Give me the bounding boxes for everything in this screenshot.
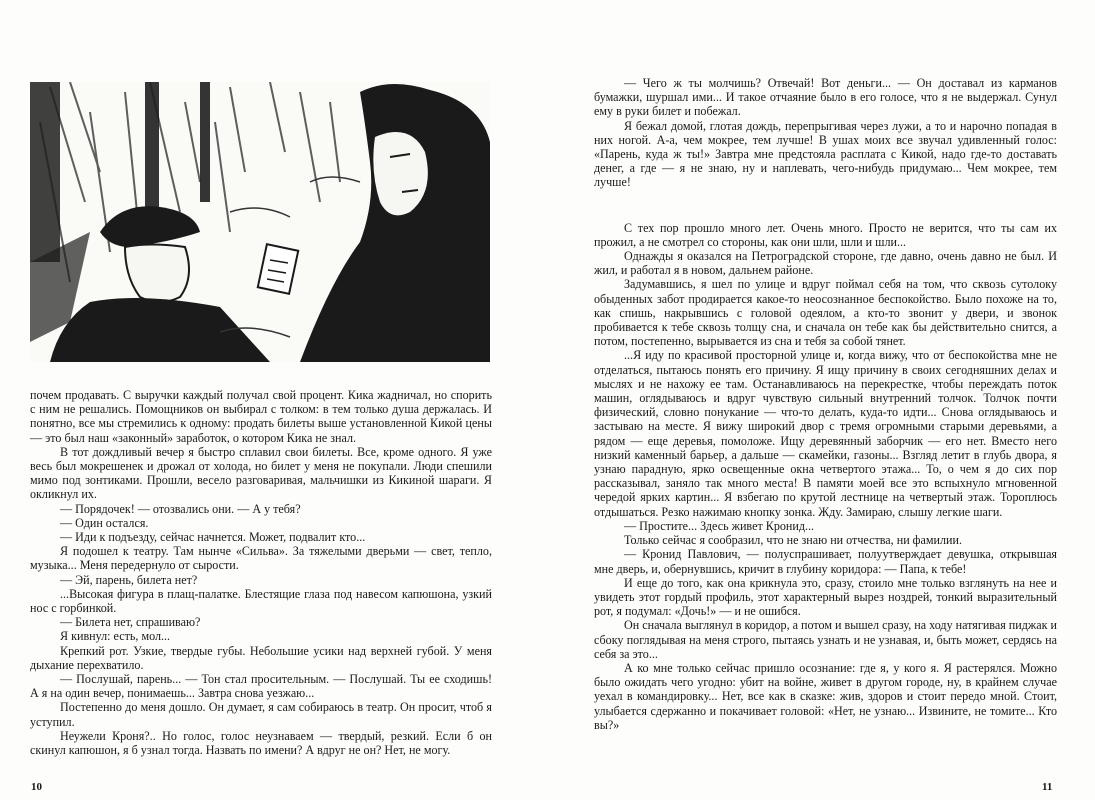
paragraph: Я подошел к театру. Там нынче «Сильва». За тяжелыми дверьми — свет, тепло, музыка... Меня передернуло от сырости. <box>30 544 492 573</box>
paragraph: — Билета нет, спрашиваю? <box>60 615 201 630</box>
paragraph: ...Высокая фигура в плащ-палатке. Блестящие глаза под навесом капюшона, узкий нос с горбинкой. <box>30 586 492 616</box>
paragraph: Задумавшись, я шел по улице и вдруг поймал себя на том, что сквозь сутолоку обыденных забот продирается какое-то неосознанное беспокойство. Было похоже на то, как спишь, накрывшись с головой одеялом, а кто-то звонит у двери, и звонок пробивается к тебе сквозь толщу сна, и сначала он тебе как бы действительно снится, а потом, постепенно, вырывается из сна и тебя за собой тянет. <box>594 277 1057 349</box>
paragraph: Крепкий рот. Узкие, твердые губы. Небольшие усики над верхней губой. У меня дыхание перехватило. <box>30 643 492 672</box>
page-number-right: 11 <box>1042 781 1053 793</box>
paragraph: — Один остался. <box>60 515 149 530</box>
paragraph: — Порядочек! — отозвались они. — А у тебя? <box>60 501 301 516</box>
paragraph: А ко мне только сейчас пришло осознание: где я, у кого я. Я растерялся. Можно было ожидать чего угодно: убит на войне, живет в другом городе, ну, в крайнем случае уехал в командировку... Нет, все как в сказке: жив, здоров и стоит передо мной. Стоит, улыбается сдержанно и покачивает головой: «Нет, не узнаю... Извините, не томите... Кто вы?» <box>594 660 1057 732</box>
paragraph: С тех пор прошло много лет. Очень много. Просто не верится, что ты сам их прожил, а не смотрел со стороны, как они шли, шли и шли... <box>594 220 1057 249</box>
paragraph: Постепенно до меня дошло. Он думает, я сам собираюсь в театр. Он просит, чтоб я уступил. <box>30 700 492 729</box>
paragraph: — Иди к подъезду, сейчас начнется. Может, подвалит кто... <box>60 530 366 545</box>
paragraph: В тот дождливый вечер я быстро сплавил свои билеты. Все, кроме одного. Я уже весь был мокрешенек и дрожал от холода, но билет у меня не покупали. Люди спешили мимо под зонтиками. Прошли, весело разговаривая, мальчишки из Кикиной шараги. Я окликнул их. <box>30 444 492 502</box>
paragraph: почем продавать. С выручки каждый получал свой процент. Кика жадничал, но спорить с ним не решались. Помощников он выбирал с толком: в тем только душа держалась. И понятно, все мы стремились к одному: продать билеты выше установленной Кикой цены — это был наш «законный» заработок, о котором Кика не знал. <box>30 388 492 445</box>
section-break <box>594 190 1057 221</box>
page-number-left: 10 <box>31 781 42 793</box>
paragraph: — Кронид Павлович, — полуспрашивает, полуутверждает девушка, открывшая мне дверь, и, обернувшись, кричит в глубину коридора: — Папа, к тебе! <box>594 547 1057 576</box>
paragraph: — Чего ж ты молчишь? Отвечай! Вот деньги... — Он доставал из карманов бумажки, шуршал ими... И такое отчаяние было в его голосе, что я не выдержал. Сунул ему в руки билет и побежал. <box>594 76 1057 119</box>
paragraph: Он сначала выглянул в коридор, а потом и вышел сразу, на ходу натягивая пиджак и сбоку поглядывая на меня строго, пытаясь узнать и не узнавая, и, быть может, сердясь на себя за это... <box>594 618 1057 661</box>
paragraph: Я бежал домой, глотая дождь, перепрыгивая через лужи, а то и нарочно попадая в них ногой. А-а, чем мокрее, тем лучше! В ушах моих все звучал удивленный голос: «Парень, куда ж ты!» Завтра мне предстояла расплата с Кикой, надо где-то доставать денег, а где — я не знаю, ну и наплевать, чего-нибудь придумаю... Чем мокрее, тем лучше! <box>594 118 1057 190</box>
paragraph: И еще до того, как она крикнула это, сразу, стоило мне только взглянуть на нее и увидеть этот гордый профиль, этот характерный вырез ноздрей, тонкий выразительный рот, я подумал: «Дочь!» — и не ошибся. <box>594 575 1057 619</box>
paragraph: — Простите... Здесь живет Кронид... <box>624 518 815 533</box>
paragraph: ...Я иду по красивой просторной улице и, когда вижу, что от беспокойства мне не отделаться, пытаюсь понять его причину. Я ищу причину в своих сегодняшних делах и мыслях и не нахожу ее там. Останавливаюсь на перекрестке, чтобы переждать поток машин, оглядываюсь и вдруг чувствую сильный внутренний толчок. Толчок почти физический, словно понукание — что-то делать, куда-то идти... Снова оглядываюсь и застываю на месте. Я вижу широкий двор с тремя огромными старыми деревьями, а рядом — еще деревья, помоложе. Ищу деревянный заборчик — его нет. Вместо него низкий каменный барьер, а дальше — скамейки, газоны... Взгляд летит в глубь двора, я узнаю парадную, ярко освещенные окна четвертого этажа... То, о чем я до сих пор рассказывал, заняло так много места! В памяти моей все это вспыхнуло мгновенной чередой ярких картин... Я взбегаю по крутой лестнице на четвертый этаж. Тороплюсь отдышаться. Резко нажимаю кнопку зонка. Жду. Замираю, слышу легкие шаги. <box>594 348 1057 519</box>
paragraph: — Эй, парень, билета нет? <box>60 572 198 587</box>
paragraph: Только сейчас я сообразил, что не знаю ни отчества, ни фамилии. <box>624 533 963 548</box>
paragraph: — Послушай, парень... — Тон стал просительным. — Послушай. Ты ее сходишь! А я на один вечер, понимаешь... Завтра снова уезжаю... <box>30 672 492 701</box>
paragraph: Неужели Кроня?.. Но голос, голос неузнаваем — твердый, резкий. Если б он скинул капюшон, я б узнал тогда. Назвать по имени? А вдруг не он? Нет, не могу. <box>30 728 492 758</box>
paragraph: Однажды я оказался на Петроградской стороне, где давно, очень давно не был. И жил, и работал я в новом, дальнем районе. <box>594 249 1057 278</box>
right-text-column <box>594 76 1057 732</box>
paragraph: Я кивнул: есть, мол... <box>60 629 171 644</box>
